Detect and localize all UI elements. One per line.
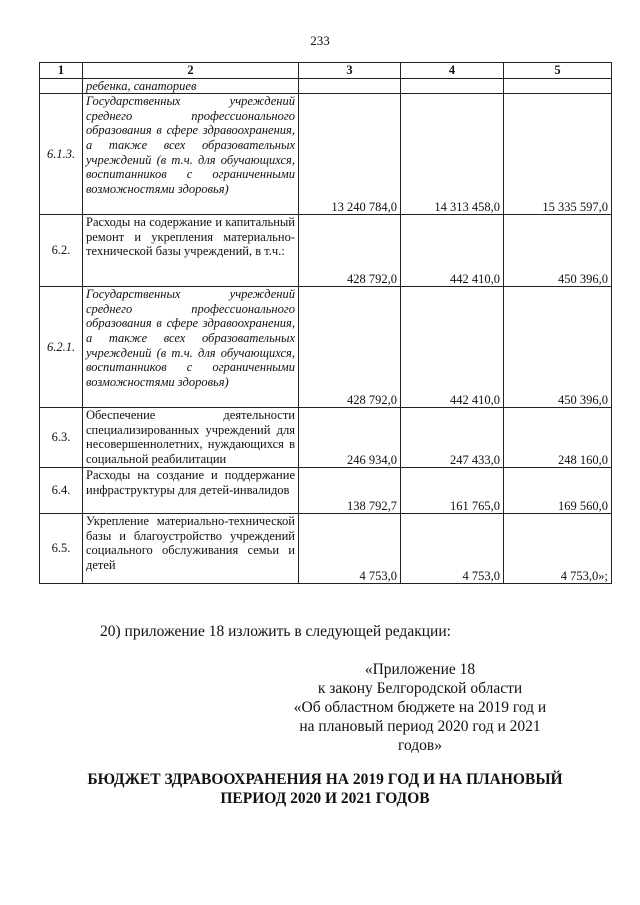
value-2021: 248 160,0 bbox=[504, 408, 612, 468]
table-row-continuation bbox=[40, 78, 612, 94]
value-2019: 13 240 784,0 bbox=[299, 94, 401, 215]
value-2021: 450 396,0 bbox=[504, 215, 612, 287]
header-col-2: 2 bbox=[83, 63, 299, 79]
value-2020: 442 410,0 bbox=[401, 215, 504, 287]
row-description: Государственных учреждений среднего профессионального образования в сфере здравоохранения, а также всех образовательных учреждений (в т.ч. для обучающихся, воспитанников с ограниченными возможностями здоровья) bbox=[83, 287, 299, 408]
row-number: 6.1.3. bbox=[40, 94, 83, 215]
value-2019: 428 792,0 bbox=[299, 215, 401, 287]
value-2019: 246 934,0 bbox=[299, 408, 401, 468]
appendix-line-2: к закону Белгородской области bbox=[317, 680, 523, 697]
row-number: 6.3. bbox=[40, 408, 83, 468]
value-2019: 428 792,0 bbox=[299, 287, 401, 408]
row-description: Государственных учреждений среднего профессионального образования в сфере здравоохранения, а также всех образовательных учреждений (в т.ч. для обучающихся, воспитанников с ограниченными возможностями здоровья) bbox=[83, 94, 299, 215]
value-2020: 4 753,0 bbox=[401, 514, 504, 584]
value-2021: 450 396,0 bbox=[504, 287, 612, 408]
row-description: Укрепление материально-технической базы и благоустройство учреждений социального обслуживания семьи и детей bbox=[83, 514, 299, 584]
table-row bbox=[40, 215, 612, 287]
appendix-line-1: «Приложение 18 bbox=[364, 661, 476, 678]
row-description: Расходы на содержание и капитальный ремонт и укрепления материально-технической базы учреждений, в т.ч.: bbox=[83, 215, 299, 287]
value-2021: 169 560,0 bbox=[504, 468, 612, 514]
row-number: 6.5. bbox=[40, 514, 83, 584]
row-number: 6.2. bbox=[40, 215, 83, 287]
table-row bbox=[40, 514, 612, 584]
document-title: БЮДЖЕТ ЗДРАВООХРАНЕНИЯ НА 2019 ГОД И НА ПЛАНОВЫЙ ПЕРИОД 2020 И 2021 ГОДОВ bbox=[87, 771, 563, 807]
row-number: 6.2.1. bbox=[40, 287, 83, 408]
value-2020: 247 433,0 bbox=[401, 408, 504, 468]
appendix-header bbox=[290, 660, 550, 755]
header-col-1: 1 bbox=[40, 63, 83, 79]
value-2020: 442 410,0 bbox=[401, 287, 504, 408]
table-header-row bbox=[40, 63, 612, 79]
continuation-text: ребенка, санаториев bbox=[83, 78, 299, 94]
header-col-3: 3 bbox=[299, 63, 401, 79]
appendix-line-3: «Об областном бюджете на 2019 год и на плановый период 2020 год и 2021 годов» bbox=[293, 699, 547, 754]
budget-table bbox=[39, 62, 612, 584]
header-col-4: 4 bbox=[401, 63, 504, 79]
value-2020: 161 765,0 bbox=[401, 468, 504, 514]
table-row bbox=[40, 468, 612, 514]
table-row bbox=[40, 287, 612, 408]
value-2021: 4 753,0»; bbox=[504, 514, 612, 584]
row-description: Обеспечение деятельности специализированных учреждений для несовершеннолетних, нуждающихся в социальной реабилитации bbox=[83, 408, 299, 468]
value-2021: 15 335 597,0 bbox=[504, 94, 612, 215]
table-row bbox=[40, 408, 612, 468]
value-2020: 14 313 458,0 bbox=[401, 94, 504, 215]
page-number: 233 bbox=[310, 33, 330, 48]
row-description: Расходы на создание и поддержание инфраструктуры для детей-инвалидов bbox=[83, 468, 299, 514]
amendment-paragraph: 20) приложение 18 изложить в следующей редакции: bbox=[100, 623, 451, 640]
row-number: 6.4. bbox=[40, 468, 83, 514]
value-2019: 4 753,0 bbox=[299, 514, 401, 584]
value-2019: 138 792,7 bbox=[299, 468, 401, 514]
header-col-5: 5 bbox=[504, 63, 612, 79]
table-row bbox=[40, 94, 612, 215]
